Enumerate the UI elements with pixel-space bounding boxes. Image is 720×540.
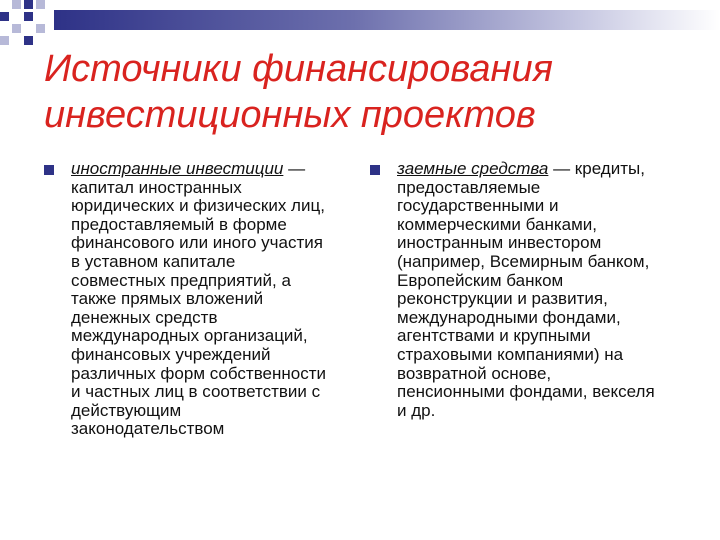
paragraph-line: юридических и физических лиц, bbox=[71, 196, 325, 216]
deco-square bbox=[12, 24, 21, 33]
title-line: Источники финансирования bbox=[44, 48, 553, 90]
paragraph-line: коммерческими банками, bbox=[397, 214, 598, 234]
deco-square bbox=[36, 24, 45, 33]
deco-square bbox=[24, 36, 33, 45]
paragraph-line: совместных предприятий, а bbox=[71, 270, 291, 290]
deco-square bbox=[24, 12, 33, 21]
paragraph-line: и др. bbox=[397, 400, 436, 420]
paragraph-line: возвратной основе, bbox=[397, 363, 552, 383]
deco-square bbox=[0, 12, 9, 21]
paragraph-line: страховыми компаниями) на bbox=[397, 344, 624, 364]
paragraph-line: государственными и bbox=[397, 196, 559, 216]
deco-square bbox=[0, 36, 9, 45]
left-paragraph bbox=[71, 160, 344, 439]
header-gradient-bar bbox=[54, 10, 720, 30]
paragraph-line: также прямых вложений bbox=[71, 289, 264, 309]
paragraph-line: капитал иностранных bbox=[71, 177, 242, 197]
paragraph-line: различных форм собственности bbox=[71, 363, 327, 383]
paragraph-line: финансового или иного участия bbox=[71, 233, 323, 253]
paragraph-first-line bbox=[397, 160, 700, 179]
bullet-square-icon bbox=[370, 165, 380, 175]
paragraph-line: иностранным инвестором bbox=[397, 233, 602, 253]
paragraph-line: и частных лиц в соответствии с bbox=[71, 382, 321, 402]
slide-title bbox=[44, 46, 684, 138]
right-column bbox=[370, 160, 700, 420]
paragraph-line: агентствами и крупными bbox=[397, 326, 591, 346]
paragraph-line: международных организаций, bbox=[71, 326, 308, 346]
term-borrowed-funds: заемные средства bbox=[397, 159, 549, 178]
paragraph-line: финансовых учреждений bbox=[71, 344, 271, 364]
paragraph-line: Европейским банком bbox=[397, 270, 564, 290]
paragraph-line: действующим bbox=[71, 400, 182, 420]
paragraph-line: законодательством bbox=[71, 419, 225, 439]
first-line-rest: — кредиты, bbox=[548, 159, 645, 178]
deco-square bbox=[12, 0, 21, 9]
paragraph-line: (например, Всемирным банком, bbox=[397, 251, 650, 271]
paragraph-line: предоставляемые bbox=[397, 177, 541, 197]
paragraph-line: денежных средств bbox=[71, 307, 218, 327]
paragraph-line: предоставляемый в форме bbox=[71, 214, 287, 234]
paragraph-first-line bbox=[71, 160, 344, 179]
deco-square bbox=[36, 0, 45, 9]
deco-square bbox=[24, 0, 33, 9]
left-column bbox=[44, 160, 344, 439]
right-paragraph bbox=[397, 160, 700, 420]
title-line: инвестиционных проектов bbox=[44, 94, 536, 136]
paragraph-line: международными фондами, bbox=[397, 307, 621, 327]
paragraph-line: в уставном капитале bbox=[71, 251, 236, 271]
bullet-square-icon bbox=[44, 165, 54, 175]
paragraph-line: пенсионными фондами, векселя bbox=[397, 382, 655, 402]
term-foreign-investments: иностранные инвестиции bbox=[71, 159, 284, 178]
first-line-rest: — bbox=[283, 159, 306, 178]
paragraph-line: реконструкции и развития, bbox=[397, 289, 608, 309]
